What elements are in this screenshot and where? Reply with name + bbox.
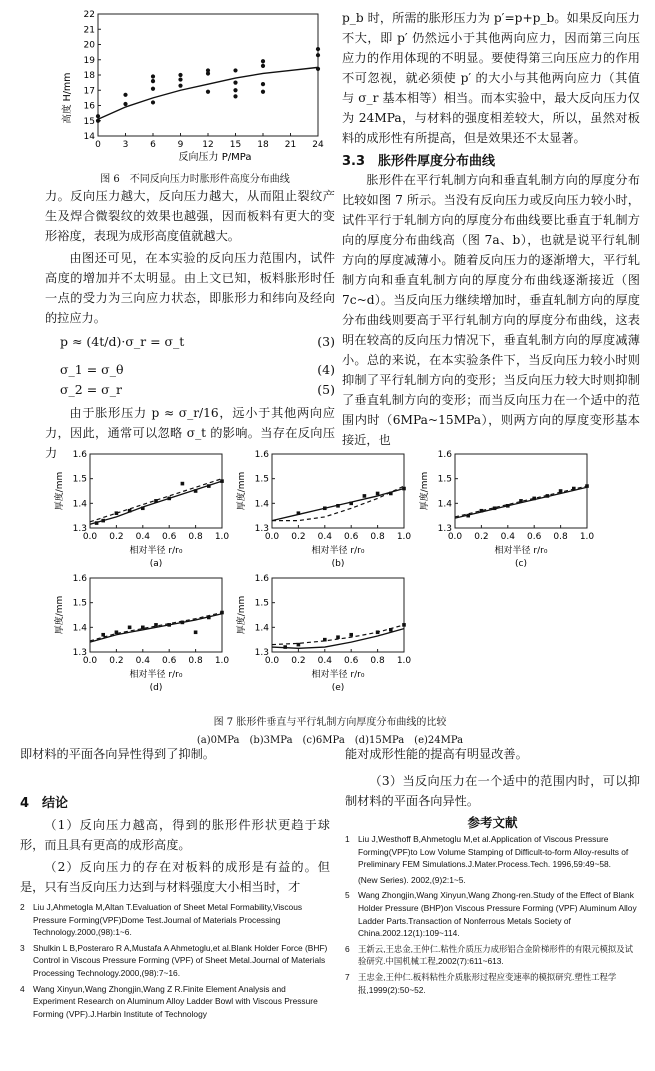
data-point [233,81,237,85]
figure-7-subcaption: (a)0MPa (b)3MPa (c)6MPa (d)15MPa (e)24MPa [196,735,464,746]
data-point [323,638,327,642]
x-tick-label: 0.6 [344,532,359,542]
data-point [336,504,340,508]
data-point [349,633,353,637]
data-point [316,53,320,57]
data-point [101,519,105,523]
x-tick-label: 0.4 [135,532,150,542]
y-tick-label: 14 [83,132,95,142]
y-tick-label: 19 [83,55,95,66]
x-tick-label: 21 [284,140,297,150]
data-point [220,611,224,615]
equation-3-number: (3) [317,334,335,349]
y-tick-label: 1.5 [72,598,87,609]
data-point [316,47,320,51]
panel-label: (c) [515,559,527,569]
x-tick-label: 0.6 [527,532,542,542]
y-tick-label: 18 [83,71,95,81]
x-tick-label: 9 [177,140,184,150]
data-point [572,487,576,491]
data-point [389,492,393,496]
reference-number: 5 [345,890,350,901]
y-tick-label: 1.5 [254,474,269,485]
data-point [376,630,380,634]
y-tick-label: 1.4 [254,499,269,510]
x-tick-label: 0.4 [500,532,515,542]
data-point [206,68,210,72]
y-tick-label: 1.3 [437,524,452,534]
data-point [194,630,198,634]
reference-number: 4 [20,983,25,994]
data-point [519,499,523,503]
data-point [178,77,182,81]
x-tick-label: 0.2 [291,532,306,542]
data-point [220,479,224,483]
x-tick-label: 18 [257,140,269,150]
data-point [151,74,155,78]
data-point [297,511,301,515]
y-tick-label: 21 [83,25,95,36]
data-point [261,59,265,63]
y-tick-label: 1.6 [437,450,452,460]
equation-3 [60,334,335,349]
x-tick-label: 0.2 [109,532,124,542]
figure-6-caption: 图 6 不同反向压力时胀形件高度分布曲线 [100,174,290,185]
data-point [506,504,510,508]
figure-6-ylabel: 高度 H/mm [62,72,73,124]
data-point [402,487,406,491]
data-point [154,499,158,503]
paragraph-left-3: 由于胀形压力 p ≈ σ_r/16，远小于其他两向应力，因此，通常可以忽略 σ_t 的影响。当存在反向压力 [45,406,335,460]
x-axis-label: 相对半径 r/r₀ [494,546,548,556]
reference-number: 3 [20,942,25,953]
equation-5-number: (5) [317,382,335,397]
data-point [376,492,380,496]
y-tick-label: 1.5 [254,598,269,609]
data-point [297,643,301,647]
reference-text: 王忠金,王仲仁.板料粘性介质胀形过程应变速率的模拟研究.塑性工程学报,1999(2):50~52. [358,971,617,995]
x-tick-label: 0.4 [135,656,150,666]
plot-frame [272,454,404,528]
data-point [233,68,237,72]
data-point [128,509,132,513]
y-tick-label: 1.3 [72,648,87,658]
equation-5-body: σ_2 = σ_r [60,382,122,397]
data-point [167,497,171,501]
y-tick-label: 17 [83,86,95,97]
reference-text: 王新云,王忠金,王仲仁.粘性介质压力成形铝合金阶梯形件的有限元模拟及试验研究.中国机械工程,2002(7):611~613. [358,943,633,967]
data-point [96,119,100,123]
y-tick-label: 1.6 [254,450,269,460]
data-point [167,623,171,627]
figure-7e-chart [232,572,432,704]
panel-label: (e) [331,683,345,693]
reference-number: 6 [345,943,350,954]
y-tick-label: 15 [83,116,95,127]
x-tick-label: 1.0 [214,656,230,666]
figure-7c-chart [415,448,615,580]
reference-item [345,971,640,996]
x-tick-label: 1.0 [396,532,412,542]
x-tick-label: 3 [122,140,129,150]
data-point [363,494,367,498]
x-tick-label: 0.0 [447,532,463,542]
figure-7a-chart [50,448,250,580]
paragraph-right-1: p_b 时，所需的胀形压力为 p′=p+p_b。如果反向压力不大，即 p′ 仍然远小于其他两向应力，因而第三向压应力的作用体现的不明显。要使得第三向压应力的作用不可忽视，就必须使 p′ 的大小与其他两向应力（其值与 σ_r 基本相等）相当。而本实验中，最大反向压力仅为 24MPa，与材料的强度相差较大，所以，虽然对板料的成形性有所提高，但是效果还不太显著。 [342,11,640,145]
y-axis-label: 厚度/mm [55,471,65,511]
x-tick-label: 0 [95,140,101,150]
y-tick-label: 1.5 [437,474,452,485]
figure-7b-chart [232,448,432,580]
data-point [178,73,182,77]
data-point [349,502,353,506]
x-tick-label: 0.8 [370,656,385,666]
panel-label: (b) [331,559,345,569]
y-axis-label: 厚度/mm [237,471,247,511]
y-tick-label: 1.3 [254,524,269,534]
x-tick-label: 0.0 [82,656,98,666]
data-point [493,506,497,510]
panel-label: (a) [149,559,163,569]
data-point [154,623,158,627]
y-tick-label: 20 [83,40,95,51]
y-tick-label: 1.4 [254,623,269,634]
y-axis-label: 厚度/mm [420,471,430,511]
plot-frame [272,578,404,652]
data-point [559,489,563,493]
data-point [206,90,210,94]
data-point [261,90,265,94]
y-tick-label: 1.4 [437,499,452,510]
equation-4 [60,362,335,377]
y-axis-label: 厚度/mm [237,595,247,635]
x-tick-label: 24 [312,140,324,150]
data-point [207,484,211,488]
data-point [141,506,145,510]
x-tick-label: 0.8 [553,532,568,542]
figure-6-xlabel: 反向压力 P/MPa [178,152,252,163]
paragraph-left-1: 力。反向压力越大，反向压力越大，从而阻止裂纹产生及焊合微裂纹的效果也越强，因而板料有更大的变形裕度，表现为成形高度值就越大。 [45,189,335,243]
panel-label: (d) [149,683,163,693]
y-tick-label: 1.6 [72,450,87,460]
conclusion-3: （3）当反向压力在一个适中的范围内时，可以抑制材料的平面各向异性。 [345,774,640,808]
data-point [402,623,406,627]
reference-item [345,943,640,968]
y-axis-label: 厚度/mm [55,595,65,635]
reference-text: Shulkin L B,Posteraro R A,Mustafa A Ahmetoglu,et al.Blank Holder Force (BHF) Control in Viscous Pressure Forming (VPF) of Sheet Metal.Journal of Materials Processing Technology.2000,(98):7~16. [33,942,328,978]
x-tick-label: 0.4 [317,532,332,542]
x-tick-label: 0.6 [162,532,177,542]
data-point [123,93,127,97]
x-tick-label: 0.8 [188,532,203,542]
data-point [207,616,211,620]
data-point [95,521,99,525]
reference-number: 7 [345,971,350,982]
conclusion-1: （1）反向压力越高，得到的胀形件形状更趋于球形，而且具有更高的成形高度。 [20,818,330,852]
data-point [181,621,185,625]
series-solid-line [90,614,222,642]
x-axis-label: 相对半径 r/r₀ [311,670,365,680]
reference-item [345,889,640,939]
section-3-3-heading: 3.3 胀形件厚度分布曲线 [342,154,496,169]
data-point [233,88,237,92]
reference-text: Wang Xinyun,Wang Zhongjin,Wang Z R.Finite Element Analysis and Experiment Research on Aluminum Alloy Ladder Bowl with Viscous Pressure Forming (VPF).J.Harbin Institute of Technology [33,983,318,1019]
y-tick-label: 1.3 [254,648,269,658]
x-tick-label: 1.0 [214,532,230,542]
figure-7-caption: 图 7 胀形件垂直与平行轧制方向厚度分布曲线的比较 [213,717,447,728]
plot-frame [90,578,222,652]
references-heading: 参考文献 [467,815,518,830]
data-point [546,494,550,498]
data-point [128,626,132,630]
data-point [389,628,393,632]
equation-5 [60,382,335,397]
data-point [181,482,185,486]
data-point [585,484,589,488]
equation-4-body: σ_1 = σ_θ [60,362,124,377]
reference-number: 2 [20,902,25,912]
figure-6-chart [60,8,330,163]
y-tick-label: 22 [83,10,95,20]
x-tick-label: 0.8 [188,656,203,666]
reference-item [20,901,330,939]
x-tick-label: 6 [150,140,156,150]
x-tick-label: 0.4 [317,656,332,666]
x-tick-label: 0.0 [264,656,280,666]
reference-item [345,833,640,871]
data-point [261,82,265,86]
x-tick-label: 0.0 [82,532,98,542]
data-point [233,94,237,98]
data-point [123,102,127,106]
data-point [151,87,155,91]
x-tick-label: 15 [229,140,242,150]
paragraph-right-2: 胀形件在平行轧制方向和垂直轧制方向的厚度分布比较如图 7 所示。当没有反向压力或反向压力较小时，试件平行于轧制方向的厚度分布曲线要比垂直于轧制方向的厚度分布曲线高（图 7a、b），也就是说平行轧制方向的厚度减薄小。随着反向压力的逐渐增大，平行轧制方向和垂直轧制方向的厚度分布曲线逐渐接近（图 7c~d）。当反向压力继续增加时，垂直轧制方向的厚度分布曲线则要高于平行轧制方向的厚度分布曲线，这表明在较高的反向压力情况下，垂直轧制方向的厚度减薄小。总的来说，在本实验条件下，当反向压力较小时则抑制了平行轧制方向的变形；当反向压力较大时则抑制了垂直轧制方向的变形；而当反向压力在一个适中的范围内时（6MPa~15MPa），则两方向的厚度变形基本接近，也 [342,173,640,447]
x-tick-label: 0.8 [370,532,385,542]
y-tick-label: 1.6 [72,574,87,584]
references-right [345,833,640,999]
series-solid-line [455,487,587,518]
data-point [283,645,287,649]
reference-text: (New Series). 2002,(9)2:1~5. [358,874,466,885]
conclusion-2: （2）反向压力的存在对板料的成形是有益的。但是，只有当反向压力达到与材料强度大小相当时，才 [20,860,330,894]
x-tick-label: 0.2 [109,656,124,666]
data-point [323,506,327,510]
y-tick-label: 1.6 [254,574,269,584]
x-tick-label: 12 [202,140,214,150]
section-4-heading: 4 结论 [20,796,69,811]
reference-item [20,942,330,980]
x-axis-label: 相对半径 r/r₀ [311,546,365,556]
x-tick-label: 0.2 [474,532,489,542]
reference-text: Liu J,Ahmetogla M,Altan T.Evaluation of Sheet Metal Formability,Viscous Pressure Forming(VPF)Dome Test.Journal of Materials Processing Technology.2000,(98):1~6. [33,902,303,938]
references-left [20,901,330,1023]
data-point [115,511,119,515]
paragraph-left-2: 由图还可见，在本实验的反向压力范围内，试件高度的增加并不太明显。由上文已知，板料胀形时任一点的受力为三向应力状态，即胀形力和纬向及经向的拉应力。 [45,251,335,325]
data-point [151,79,155,83]
x-axis-label: 相对半径 r/r₀ [129,546,183,556]
series-solid-line [90,481,222,524]
y-tick-label: 1.3 [72,524,87,534]
data-point [261,64,265,68]
data-point [101,633,105,637]
x-tick-label: 1.0 [579,532,595,542]
y-tick-label: 1.4 [72,499,87,510]
data-point [178,84,182,88]
x-tick-label: 0.0 [264,532,280,542]
data-point [316,67,320,71]
equation-4-number: (4) [317,362,335,377]
data-point [115,630,119,634]
x-tick-label: 1.0 [396,656,412,666]
y-tick-label: 16 [83,101,95,112]
paragraph-bottom-left-1: 即材料的平面各向异性得到了抑制。 [20,747,215,761]
y-tick-label: 1.5 [72,474,87,485]
x-axis-label: 相对半径 r/r₀ [129,670,183,680]
data-point [466,514,470,518]
data-point [336,635,340,639]
equation-3-body: p ≈ (4t/d)·σ_r = σ_t [60,334,185,349]
data-point [194,489,198,493]
y-tick-label: 1.4 [72,623,87,634]
reference-number: 1 [345,834,350,844]
reference-text: Liu J,Westhoff B,Ahmetoglu M,et al.Application of Viscous Pressure Forming(VPF)to Low Volume Stamping of Difficult-to-form Alloy-results of Preliminary FEM Simulations.J.Mater.Process.Tech. 1996,59:49~58. [358,834,629,870]
reference-item [345,874,640,887]
reference-text: Wang Zhongjin,Wang Xinyun,Wang Zhong-ren.Study of the Effect of Blank Holder Pressure (BHP)on Viscous Pressure Forming (VPF) Aluminum Alloy Ladder Parts.Transaction of Nonferrous Metals Society of China.2002.12(1):109~114. [358,890,637,939]
x-tick-label: 0.2 [291,656,306,666]
data-point [151,100,155,104]
figure-7d-chart [50,572,250,704]
reference-item [20,983,330,1021]
data-point [141,626,145,630]
plot-frame [90,454,222,528]
data-point [480,509,484,513]
x-tick-label: 0.6 [344,656,359,666]
x-tick-label: 0.6 [162,656,177,666]
data-point [532,497,536,501]
data-point [96,114,100,118]
paragraph-bottom-right-1: 能对成形性能的提高有明显改善。 [345,747,528,761]
